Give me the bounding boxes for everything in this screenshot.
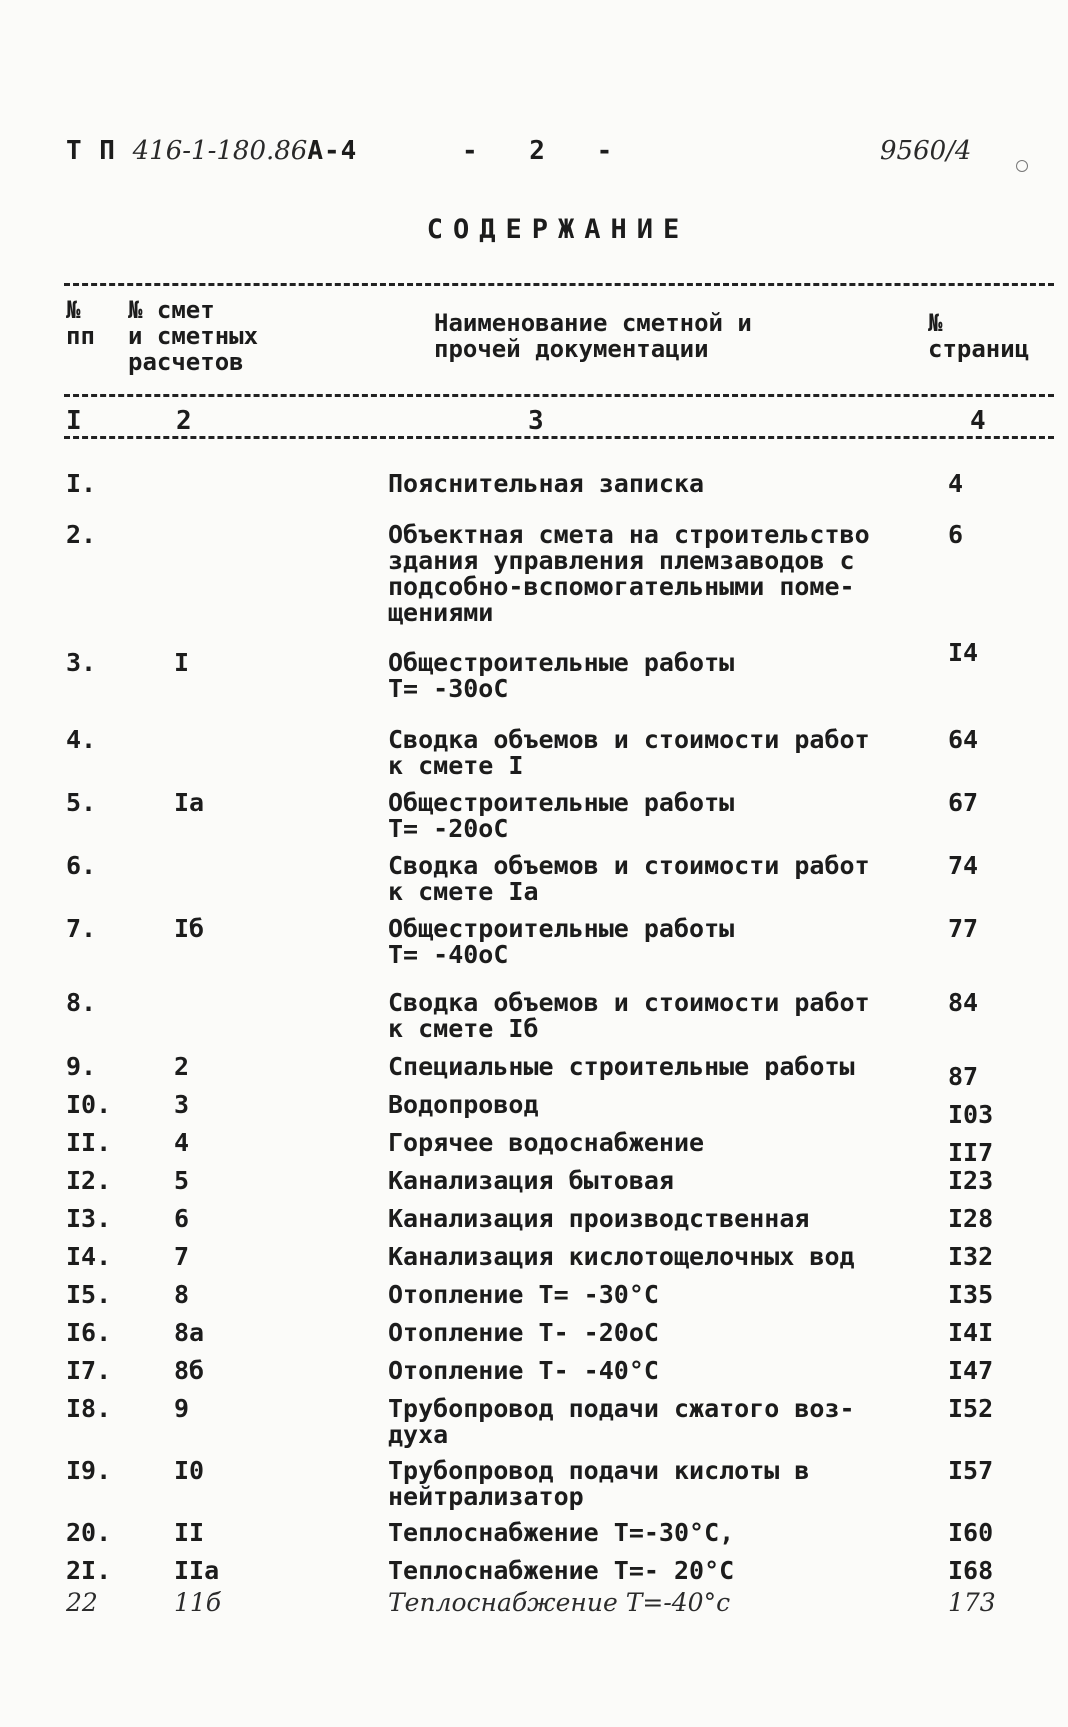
- document-name: Отопление Т= -30°С: [388, 1280, 659, 1309]
- document-name: Общестроительные работы Т= -40оС: [388, 914, 735, 969]
- estimate-number: 8б: [174, 1356, 205, 1385]
- estimate-number: 5: [174, 1166, 190, 1195]
- document-name: Пояснительная записка: [388, 469, 705, 498]
- page-ref: I03: [948, 1100, 994, 1129]
- page-ref: 74: [948, 851, 979, 880]
- header-col-pages: № страниц: [928, 309, 1030, 363]
- document-code: [66, 136, 357, 166]
- document-name: Общестроительные работы Т= -30оС: [388, 648, 735, 703]
- row-number: I0.: [66, 1090, 112, 1119]
- page-ref: 67: [948, 788, 979, 817]
- page-title: СОДЕРЖАНИЕ: [426, 214, 690, 245]
- row-number: 20.: [66, 1518, 112, 1547]
- doc-code-handwritten: 416-1-180.86: [132, 136, 308, 166]
- row-number: 8.: [66, 988, 97, 1017]
- estimate-number: 9: [174, 1394, 190, 1423]
- row-number: I7.: [66, 1356, 112, 1385]
- row-number: I2.: [66, 1166, 112, 1195]
- paper-speck: [1016, 160, 1028, 172]
- page-ref: 87: [948, 1062, 979, 1091]
- rule-top: [64, 283, 1054, 286]
- estimate-number: I0: [174, 1456, 205, 1485]
- document-name: Трубопровод подачи кислоты в нейтрализатор: [388, 1456, 810, 1511]
- rule-bottom: [64, 436, 1054, 439]
- estimate-number: 4: [174, 1128, 190, 1157]
- page-ref: I23: [948, 1166, 994, 1195]
- estimate-number: II: [174, 1518, 205, 1547]
- page-ref: 4: [948, 469, 964, 498]
- row-number: 22: [66, 1588, 98, 1617]
- page-ref: II7: [948, 1138, 994, 1167]
- estimate-number: I: [174, 648, 190, 677]
- row-number: 2I.: [66, 1556, 112, 1585]
- document-name: Отопление Т- -40°С: [388, 1356, 659, 1385]
- row-number: I8.: [66, 1394, 112, 1423]
- document-name: Теплоснабжение Т=-30°С,: [388, 1518, 735, 1547]
- page-ref: 84: [948, 988, 979, 1017]
- page-ref: I57: [948, 1456, 994, 1485]
- estimate-number: 3: [174, 1090, 190, 1119]
- row-number: I4.: [66, 1242, 112, 1271]
- estimate-number: 8а: [174, 1318, 205, 1347]
- column-number-4: 4: [970, 406, 986, 436]
- document-name: Канализация производственная: [388, 1204, 810, 1233]
- document-name: Канализация кислотощелочных вод: [388, 1242, 855, 1271]
- estimate-number: 11б: [174, 1588, 222, 1617]
- page-ref: I47: [948, 1356, 994, 1385]
- estimate-number: Iб: [174, 914, 205, 943]
- row-number: I9.: [66, 1456, 112, 1485]
- document-name: Водопровод: [388, 1090, 539, 1119]
- header-col-number: № пп: [66, 296, 95, 350]
- document-name: Сводка объемов и стоимости работ к смете Iа: [388, 851, 870, 906]
- page-ref: 173: [948, 1588, 996, 1617]
- row-number: 9.: [66, 1052, 97, 1081]
- row-number: II.: [66, 1128, 112, 1157]
- page-ref: I4I: [948, 1318, 994, 1347]
- row-number: I3.: [66, 1204, 112, 1233]
- page-ref: I32: [948, 1242, 994, 1271]
- page-ref: I60: [948, 1518, 994, 1547]
- document-name: Горячее водоснабжение: [388, 1128, 705, 1157]
- registration-number: 9560/4: [880, 136, 972, 166]
- page-ref: I68: [948, 1556, 994, 1585]
- estimate-number: 8: [174, 1280, 190, 1309]
- column-number-2: 2: [176, 406, 192, 436]
- page-ref: 77: [948, 914, 979, 943]
- page-ref: 6: [948, 520, 964, 549]
- page-number: - 2 -: [462, 136, 631, 166]
- doc-prefix: Т П: [66, 136, 116, 166]
- estimate-number: 6: [174, 1204, 190, 1233]
- document-name: Сводка объемов и стоимости работ к смете I: [388, 725, 870, 780]
- row-number: 4.: [66, 725, 97, 754]
- row-number: 3.: [66, 648, 97, 677]
- page-ref: I28: [948, 1204, 994, 1233]
- row-number: I6.: [66, 1318, 112, 1347]
- estimate-number: 2: [174, 1052, 190, 1081]
- document-name: Общестроительные работы Т= -20оС: [388, 788, 735, 843]
- column-number-3: 3: [528, 406, 544, 436]
- page-ref: 64: [948, 725, 979, 754]
- document-name: Сводка объемов и стоимости работ к смете Iб: [388, 988, 870, 1043]
- row-number: 7.: [66, 914, 97, 943]
- header-col-name: Наименование сметной и прочей документации: [434, 309, 752, 363]
- page-ref: I35: [948, 1280, 994, 1309]
- document-name: Теплоснабжение Т=- 20°С: [388, 1556, 735, 1585]
- rule-middle: [64, 394, 1054, 397]
- header-col-estimate: № смет и сметных расчетов: [128, 296, 259, 376]
- row-number: 5.: [66, 788, 97, 817]
- document-name: Трубопровод подачи сжатого воз- духа: [388, 1394, 855, 1449]
- row-number: 6.: [66, 851, 97, 880]
- document-name: Отопление Т- -20оС: [388, 1318, 659, 1347]
- row-number: 2.: [66, 520, 97, 549]
- row-number: I.: [66, 469, 97, 498]
- estimate-number: 7: [174, 1242, 190, 1271]
- page-ref: I52: [948, 1394, 994, 1423]
- estimate-number: IIа: [174, 1556, 220, 1585]
- document-name: Канализация бытовая: [388, 1166, 674, 1195]
- estimate-number: Iа: [174, 788, 205, 817]
- column-number-1: I: [66, 406, 82, 436]
- doc-suffix: А-4: [307, 136, 358, 166]
- document-name: Объектная смета на строительство здания управления племзаводов с подсобно-вспомогательными поме- щениями: [388, 520, 870, 627]
- page-ref: I4: [948, 638, 979, 667]
- document-name: Теплоснабжение Т=-40°с: [388, 1588, 731, 1617]
- row-number: I5.: [66, 1280, 112, 1309]
- document-name: Специальные строительные работы: [388, 1052, 855, 1081]
